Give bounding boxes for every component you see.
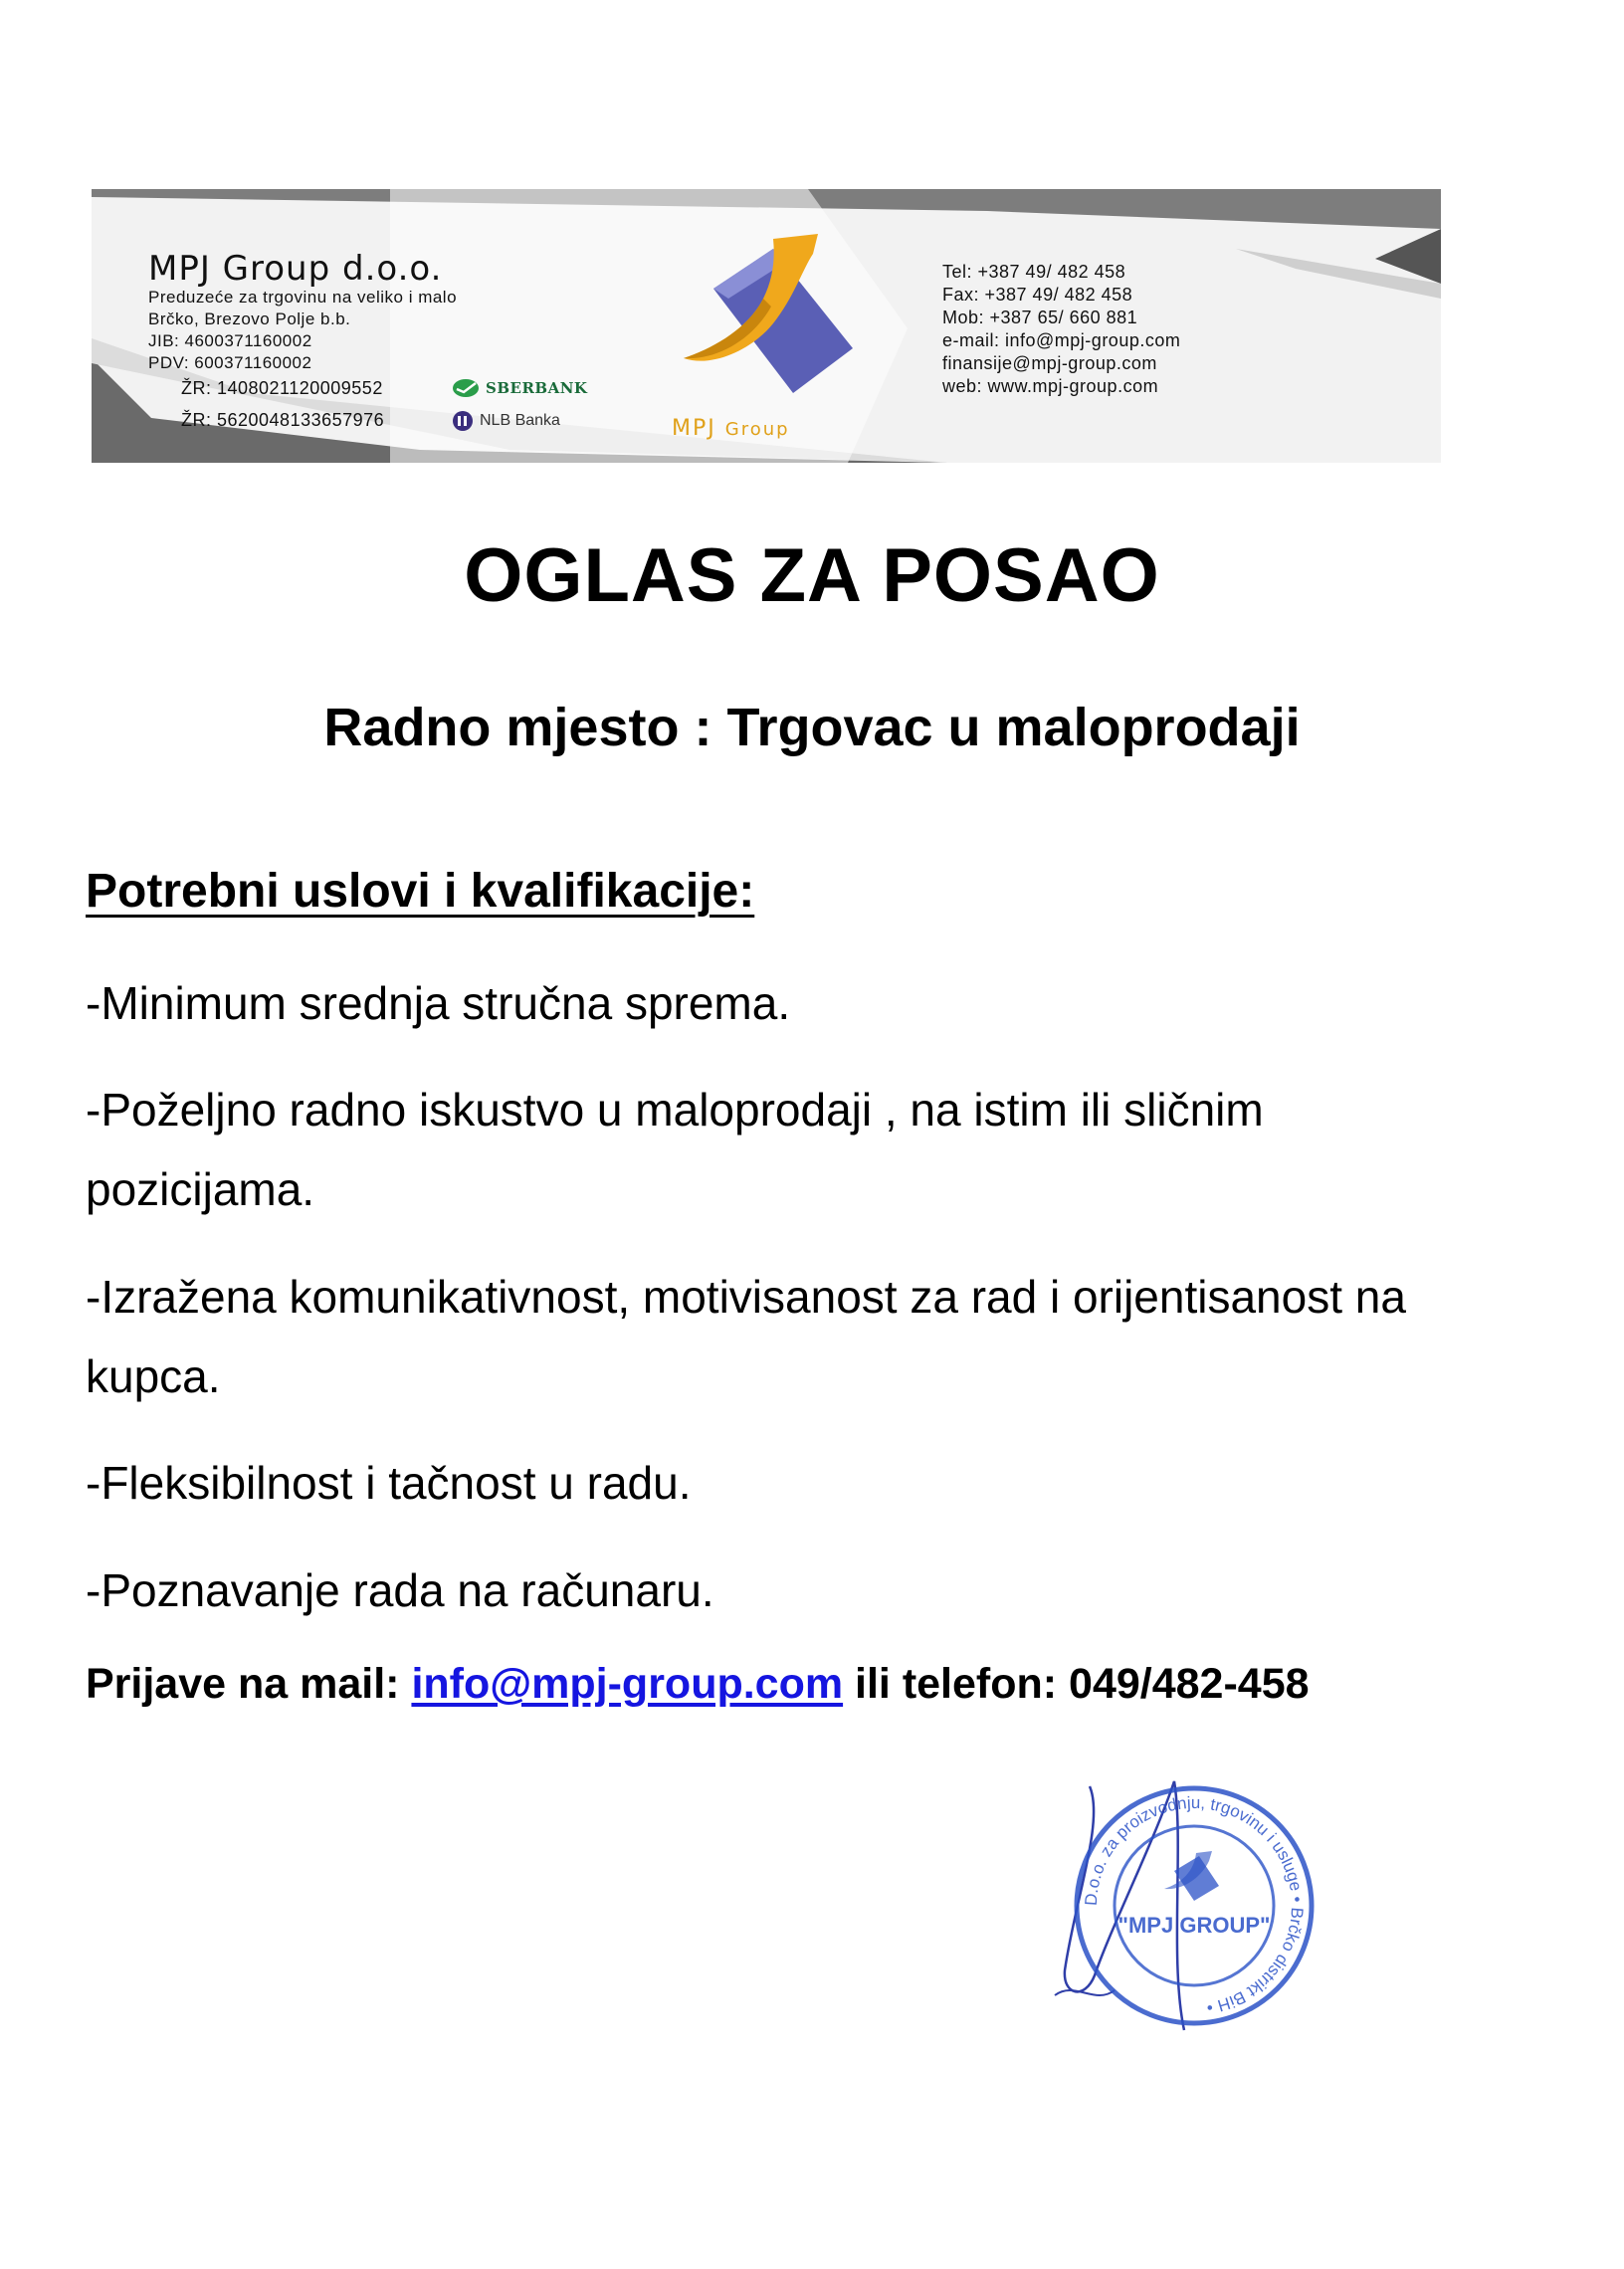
company-pdv: PDV: 600371160002 [148, 353, 312, 372]
stamp-center-text: "MPJ GROUP" [1117, 1913, 1271, 1938]
contact-web: web: www.mpj-group.com [942, 376, 1159, 396]
bank-account-1: ŽR: 1408021120009552 [181, 378, 383, 398]
contact-fax: Fax: +387 49/ 482 458 [942, 285, 1133, 305]
apply-suffix: ili telefon: 049/482-458 [843, 1660, 1310, 1708]
logo-text-main: MPJ [672, 416, 716, 441]
mpj-logo-icon [654, 229, 883, 418]
contact-tel: Tel: +387 49/ 482 458 [942, 262, 1126, 282]
requirement-item: -Izražena komunikativnost, motivisanost za rad i orijentisanost na kupca. [86, 1271, 1406, 1402]
page-title: OGLAS ZA POSAO [464, 533, 1160, 618]
requirement-item: -Poznavanje rada na računaru. [86, 1564, 714, 1616]
apply-prefix: Prijave na mail: [86, 1660, 412, 1708]
contact-email: e-mail: info@mpj-group.com [942, 330, 1181, 350]
job-position: Radno mjesto : Trgovac u maloprodaji [323, 698, 1301, 757]
apply-email-link[interactable]: info@mpj-group.com [411, 1660, 844, 1708]
requirement-item: -Minimum srednja stručna sprema. [86, 977, 791, 1029]
contact-info [942, 261, 1180, 398]
logo-text-small: Group [724, 419, 790, 440]
bank-account-2: ŽR: 5620048133657976 [181, 410, 385, 430]
stamp-inner-ring [1115, 1826, 1274, 1985]
letterhead [92, 189, 1441, 463]
signature-flourish [1055, 1990, 1115, 1995]
company-stamp [1035, 1761, 1353, 2050]
nlb-icon [452, 410, 474, 432]
company-address: Brčko, Brezovo Polje b.b. [148, 309, 351, 328]
nlb-label: NLB Banka [480, 412, 560, 429]
company-name: MPJ Group d.o.o. [148, 249, 443, 289]
stamp-outer-ring [1077, 1788, 1312, 2023]
company-info [148, 251, 457, 374]
sberbank-icon [452, 378, 480, 398]
company-description: Preduzeće za trgovinu na veliko i malo [148, 288, 458, 307]
sberbank-label: SBERBANK [486, 379, 588, 397]
requirement-item: -Poželjno radno iskustvo u maloprodaji , na istim ili sličnim pozicijama. [86, 1084, 1264, 1215]
mpj-logo-text [672, 416, 790, 441]
sberbank-logo [452, 378, 587, 398]
nlb-logo [452, 410, 560, 432]
contact-mob: Mob: +387 65/ 660 881 [942, 308, 1138, 327]
stamp-ring-textpath: D.o.o. za proizvodnju, trgovinu i usluge • Brčko distrikt BiH • [1081, 1792, 1308, 2018]
company-jib: JIB: 4600371160002 [148, 331, 312, 350]
requirement-item: -Fleksibilnost i tačnost u radu. [86, 1457, 692, 1509]
requirements-heading: Potrebni uslovi i kvalifikacije: [86, 865, 755, 918]
application-info [86, 1660, 1310, 1709]
contact-email-finance: finansije@mpj-group.com [942, 353, 1157, 373]
